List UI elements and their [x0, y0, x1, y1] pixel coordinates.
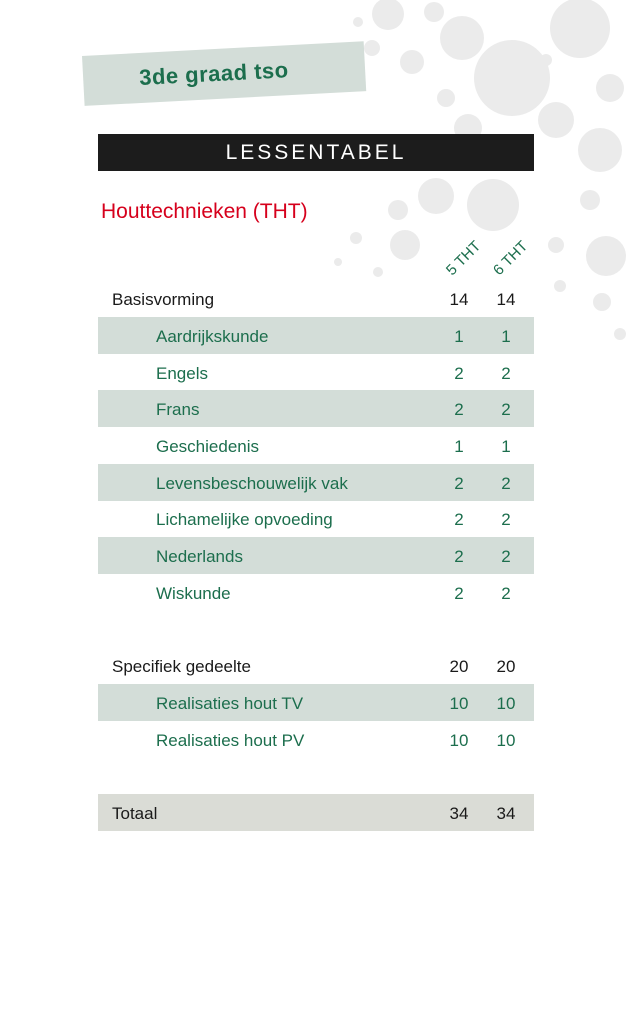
value-5tht: 10	[449, 694, 469, 713]
column-header-6tht: 6 THT	[489, 237, 532, 279]
subject-name: Geschiedenis	[156, 437, 260, 456]
value-5tht: 20	[449, 657, 469, 676]
table-row	[98, 684, 534, 721]
program-title: Houttechnieken (THT)	[101, 200, 308, 223]
value-6tht: 2	[501, 474, 511, 493]
table-row	[98, 500, 534, 537]
value-5tht: 2	[454, 400, 464, 419]
value-5tht: 2	[454, 510, 464, 529]
value-6tht: 2	[501, 584, 511, 603]
page-title: LESSENTABEL	[225, 140, 407, 164]
table-row	[98, 537, 534, 574]
table-row	[98, 574, 534, 611]
table-row	[98, 317, 534, 354]
value-6tht: 2	[501, 400, 511, 419]
table-row	[98, 464, 534, 501]
value-6tht: 20	[496, 657, 516, 676]
specifiek-row	[98, 647, 534, 684]
value-6tht: 1	[501, 327, 511, 346]
value-6tht: 10	[496, 694, 516, 713]
value-5tht: 10	[449, 731, 469, 750]
value-5tht: 34	[449, 804, 469, 823]
subject-name: Wiskunde	[156, 584, 231, 603]
row-label: Basisvorming	[112, 290, 215, 309]
subject-name: Levensbeschouwelijk vak	[156, 474, 348, 493]
value-6tht: 34	[496, 804, 516, 823]
value-6tht: 2	[501, 364, 511, 383]
subject-name: Nederlands	[156, 547, 243, 566]
grade-label-text: 3de graad tso	[138, 57, 290, 91]
value-5tht: 2	[454, 364, 464, 383]
table-row	[98, 354, 534, 391]
value-6tht: 14	[496, 290, 516, 309]
subject-name: Aardrijkskunde	[156, 327, 269, 346]
subject-name: Realisaties hout PV	[156, 731, 305, 750]
subject-name: Frans	[156, 400, 200, 419]
table-row	[98, 721, 534, 758]
totaal-row	[98, 794, 534, 831]
value-5tht: 1	[454, 327, 464, 346]
value-6tht: 2	[501, 547, 511, 566]
table-row	[98, 390, 534, 427]
subject-name: Lichamelijke opvoeding	[156, 510, 333, 529]
row-label: Totaal	[112, 804, 158, 823]
basisvorming-row	[98, 280, 534, 317]
column-header-5tht: 5 THT	[442, 237, 485, 279]
value-5tht: 2	[454, 547, 464, 566]
value-6tht: 10	[496, 731, 516, 750]
row-label: Specifiek gedeelte	[112, 657, 251, 676]
value-5tht: 2	[454, 474, 464, 493]
title-bar	[98, 134, 534, 171]
value-5tht: 1	[454, 437, 464, 456]
value-5tht: 2	[454, 584, 464, 603]
subject-name: Realisaties hout TV	[156, 694, 304, 713]
value-5tht: 14	[449, 290, 469, 309]
table-row	[98, 427, 534, 464]
value-6tht: 2	[501, 510, 511, 529]
subject-name: Engels	[156, 364, 208, 383]
value-6tht: 1	[501, 437, 511, 456]
